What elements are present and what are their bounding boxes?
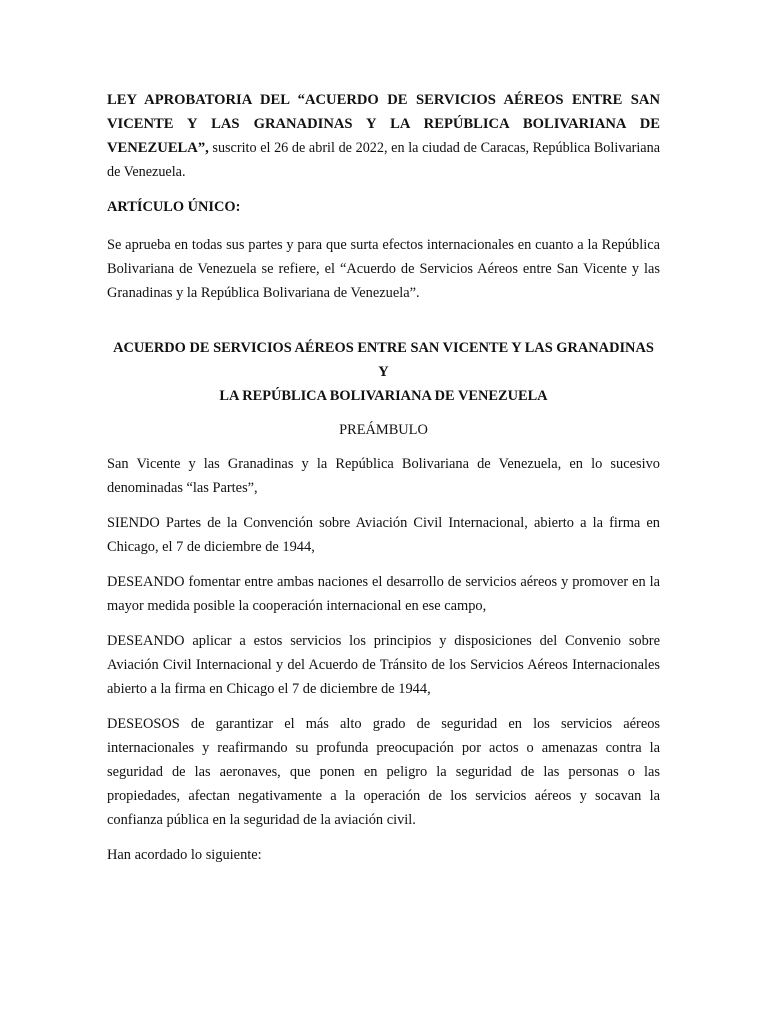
preambulo-paragraph-deseando-2: DESEANDO aplicar a estos servicios los principios y disposiciones del Convenio sobre Aviación Civil Internacional y del Acuerdo de Tránsito de los Servicios Aéreos Internacionales abierto a la firma en Chicago el 7 de diciembre de 1944, bbox=[107, 633, 660, 697]
acuerdo-title bbox=[107, 336, 660, 408]
preambulo-heading: PREÁMBULO bbox=[339, 422, 428, 438]
articulo-unico-title: ARTÍCULO ÚNICO: bbox=[107, 199, 241, 215]
document-page bbox=[107, 88, 660, 867]
preambulo-paragraph-parties: San Vicente y las Granadinas y la República Bolivariana de Venezuela, en lo sucesivo denominadas “las Partes”, bbox=[107, 456, 660, 496]
acuerdo-title-line-1: ACUERDO DE SERVICIOS AÉREOS ENTRE SAN VICENTE Y LAS GRANADINAS Y bbox=[113, 340, 654, 380]
law-heading bbox=[107, 88, 660, 184]
preambulo-paragraph-siendo: SIENDO Partes de la Convención sobre Aviación Civil Internacional, abierto a la firma en Chicago, el 7 de diciembre de 1944, bbox=[107, 515, 660, 555]
articulo-unico-text: Se aprueba en todas sus partes y para que surta efectos internacionales en cuanto a la República Bolivariana de Venezuela se refiere, el “Acuerdo de Servicios Aéreos entre San Vicente y las Granadinas y la República Bolivariana de Venezuela”. bbox=[107, 237, 660, 301]
preambulo-paragraph-acordado: Han acordado lo siguiente: bbox=[107, 847, 262, 863]
preambulo-paragraph-deseando-1: DESEANDO fomentar entre ambas naciones el desarrollo de servicios aéreos y promover en la mayor medida posible la cooperación internacional en ese campo, bbox=[107, 574, 660, 614]
preambulo-paragraph-deseosos: DESEOSOS de garantizar el más alto grado de seguridad en los servicios aéreos internacionales y reafirmando su profunda preocupación por actos o amenazas contra la seguridad de las aeronaves, que ponen en peligro la seguridad de las personas o las propiedades, afectan negativamente a la operación de los servicios aéreos y socavan la confianza pública en la seguridad de la aviación civil. bbox=[107, 716, 660, 828]
law-heading-subscription: suscrito el 26 de abril de 2022, en la ciudad de Caracas, República Bolivariana de Venezuela. bbox=[107, 140, 660, 180]
law-heading-title: LEY APROBATORIA DEL “ACUERDO DE SERVICIOS AÉREOS ENTRE SAN VICENTE Y LAS GRANADINAS Y LA REPÚBLICA BOLIVARIANA DE VENEZUELA”, bbox=[107, 92, 660, 156]
acuerdo-title-line-2: LA REPÚBLICA BOLIVARIANA DE VENEZUELA bbox=[219, 388, 548, 404]
